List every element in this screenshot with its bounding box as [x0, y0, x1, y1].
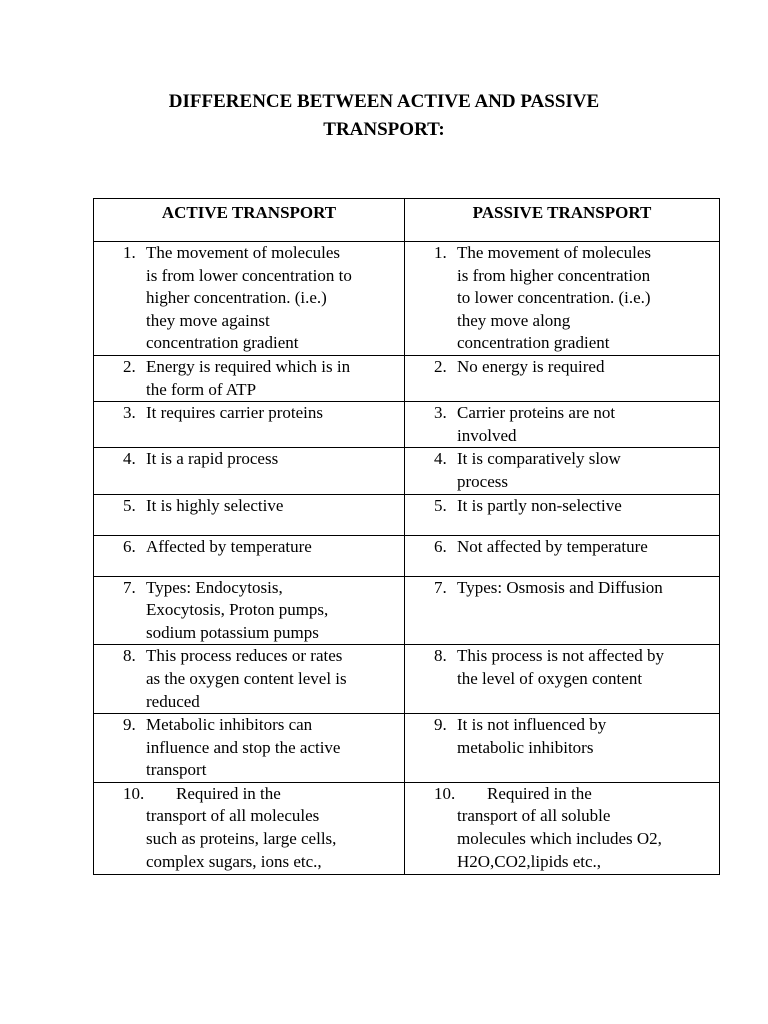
- item-text-line: such as proteins, large cells,: [146, 829, 337, 849]
- item-text-line: The movement of molecules: [146, 243, 341, 262]
- active-cell: [94, 242, 405, 356]
- passive-cell: [405, 448, 720, 494]
- active-cell-content: [94, 402, 404, 425]
- item-text-line: is from lower concentration to: [146, 265, 352, 285]
- title-line-1: DIFFERENCE BETWEEN ACTIVE AND PASSIVE: [168, 91, 600, 112]
- item-text-line: It is partly non-selective: [457, 495, 622, 515]
- item-number: 4.: [434, 449, 447, 469]
- item-number: 8.: [123, 646, 136, 666]
- item-text-line: they move against: [146, 310, 270, 330]
- table-row: [94, 355, 720, 401]
- item-text-line: transport: [146, 760, 207, 780]
- item-text-line: as the oxygen content level is: [146, 668, 347, 688]
- item-number: 5.: [434, 495, 447, 515]
- active-cell-content: [94, 448, 404, 471]
- item-number: 7.: [434, 577, 447, 597]
- item-number: 2.: [123, 356, 136, 376]
- item-number: 9.: [434, 715, 447, 735]
- passive-cell: [405, 494, 720, 535]
- item-number: 1.: [434, 243, 447, 262]
- item-text-line: Exocytosis, Proton pumps,: [146, 600, 329, 620]
- passive-cell: [405, 576, 720, 645]
- item-text-line: It is a rapid process: [146, 449, 279, 469]
- table-row: [94, 714, 720, 783]
- item-text-line: to lower concentration. (i.e.): [457, 288, 651, 308]
- item-text-line: Energy is required which is in: [146, 356, 351, 376]
- table-row: [94, 494, 720, 535]
- header-active-transport: ACTIVE TRANSPORT: [94, 199, 405, 242]
- item-text-line: This process is not affected by: [457, 646, 664, 666]
- table-row: [94, 242, 720, 356]
- item-text-line: influence and stop the active: [146, 737, 341, 757]
- active-cell-content: [94, 536, 404, 559]
- item-text-line: This process reduces or rates: [146, 646, 343, 666]
- active-cell: [94, 402, 405, 448]
- passive-cell-content: [405, 783, 719, 873]
- active-cell: [94, 714, 405, 783]
- passive-cell: [405, 355, 720, 401]
- item-number: 2.: [434, 356, 447, 376]
- title-line-2: TRANSPORT:: [323, 119, 445, 140]
- passive-cell-content: [405, 645, 719, 690]
- item-text-line: they move along: [457, 310, 571, 330]
- passive-cell-content: [405, 495, 719, 518]
- active-cell: [94, 448, 405, 494]
- item-number: 3.: [123, 403, 136, 423]
- item-text-line: No energy is required: [457, 356, 605, 376]
- header-row: [94, 199, 720, 242]
- item-text-line: reduced: [146, 691, 200, 711]
- item-text-line: Not affected by temperature: [457, 536, 648, 556]
- item-text-line: metabolic inhibitors: [457, 737, 594, 757]
- passive-cell-content: [405, 714, 719, 759]
- passive-cell: [405, 714, 720, 783]
- item-text-line: It requires carrier proteins: [146, 403, 323, 423]
- item-number: 6.: [434, 536, 447, 556]
- active-cell-content: [94, 356, 404, 401]
- active-cell-content: [94, 495, 404, 518]
- item-text-line: Types: Osmosis and Diffusion: [457, 577, 663, 597]
- passive-cell-content: [405, 577, 719, 600]
- active-cell: [94, 782, 405, 874]
- item-text-line: It is comparatively slow: [457, 449, 621, 469]
- active-cell: [94, 535, 405, 576]
- item-number: 5.: [123, 495, 136, 515]
- item-number: 1.: [123, 243, 136, 262]
- header-passive-transport: PASSIVE TRANSPORT: [405, 199, 720, 242]
- active-cell-content: [94, 577, 404, 645]
- active-cell: [94, 494, 405, 535]
- active-cell: [94, 576, 405, 645]
- item-text-line: involved: [457, 425, 517, 445]
- item-number: 4.: [123, 449, 136, 469]
- item-text-line: sodium potassium pumps: [146, 622, 319, 642]
- comparison-table: [93, 198, 720, 875]
- item-text-line: It is highly selective: [146, 495, 284, 515]
- item-text-line: process: [457, 471, 508, 491]
- item-number: 10.: [434, 783, 456, 803]
- item-text-line: complex sugars, ions etc.,: [146, 851, 322, 871]
- item-text-line: the level of oxygen content: [457, 668, 643, 688]
- passive-cell: [405, 402, 720, 448]
- table-row: [94, 402, 720, 448]
- item-text-line: molecules which includes O2,: [457, 829, 662, 849]
- item-number: 6.: [123, 536, 136, 556]
- item-text-line: concentration gradient: [146, 333, 299, 353]
- item-text-line: It is not influenced by: [457, 715, 607, 735]
- table-row: [94, 782, 720, 874]
- passive-cell-content: [405, 402, 719, 447]
- document-title: [80, 88, 688, 144]
- item-text-line: higher concentration. (i.e.): [146, 288, 327, 308]
- item-text-line: Carrier proteins are not: [457, 403, 616, 423]
- active-cell: [94, 355, 405, 401]
- passive-cell-content: [405, 448, 719, 493]
- item-text-line: the form of ATP: [146, 379, 257, 399]
- active-cell-content: [94, 645, 404, 713]
- active-cell-content: [94, 783, 404, 873]
- item-text-line: transport of all soluble: [457, 806, 611, 826]
- item-text-line: Types: Endocytosis,: [146, 577, 283, 597]
- active-cell-content: [94, 714, 404, 782]
- item-text-line: Required in the: [487, 783, 592, 803]
- item-text-line: The movement of molecules: [457, 243, 652, 262]
- item-text-line: Affected by temperature: [146, 536, 312, 556]
- active-cell-content: [94, 242, 404, 355]
- table-row: [94, 645, 720, 714]
- item-text-line: transport of all molecules: [146, 806, 320, 826]
- item-text-line: H2O,CO2,lipids etc.,: [457, 851, 602, 871]
- passive-cell: [405, 242, 720, 356]
- passive-cell-content: [405, 242, 719, 355]
- item-number: 9.: [123, 715, 136, 735]
- item-number: 7.: [123, 577, 136, 597]
- table-row: [94, 448, 720, 494]
- item-number: 10.: [123, 783, 145, 803]
- item-text-line: concentration gradient: [457, 333, 610, 353]
- item-number: 3.: [434, 403, 447, 423]
- table-row: [94, 576, 720, 645]
- item-text-line: is from higher concentration: [457, 265, 651, 285]
- passive-cell-content: [405, 536, 719, 559]
- active-cell: [94, 645, 405, 714]
- item-text-line: Required in the: [176, 783, 281, 803]
- passive-cell: [405, 535, 720, 576]
- passive-cell: [405, 782, 720, 874]
- item-number: 8.: [434, 646, 447, 666]
- passive-cell: [405, 645, 720, 714]
- table-row: [94, 535, 720, 576]
- table-body: [94, 242, 720, 875]
- item-text-line: Metabolic inhibitors can: [146, 715, 313, 735]
- passive-cell-content: [405, 356, 719, 379]
